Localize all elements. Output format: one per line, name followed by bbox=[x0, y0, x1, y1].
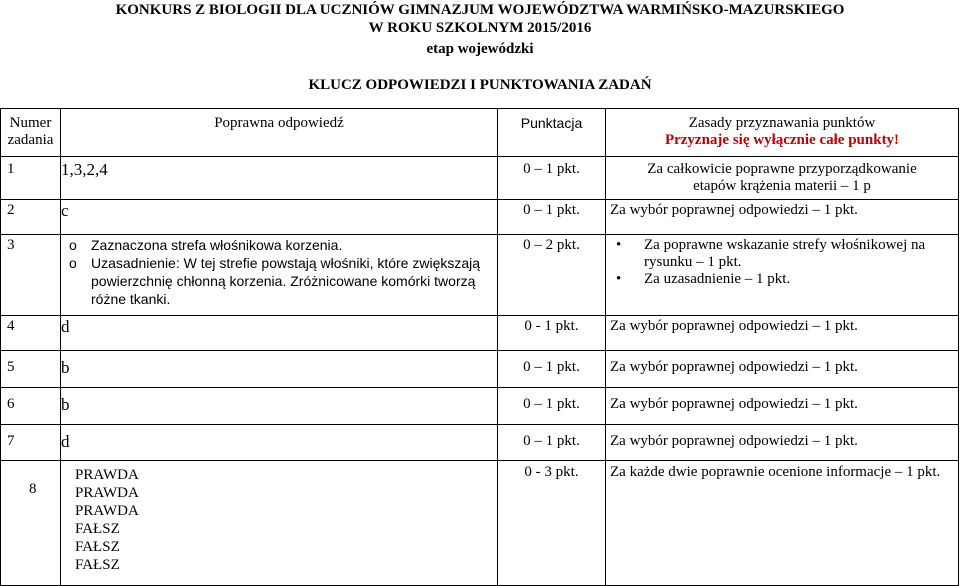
header-answer-label: Poprawna odpowiedź bbox=[214, 115, 344, 131]
row-rule bbox=[606, 235, 959, 316]
list-item bbox=[69, 255, 497, 309]
list-item: PRAWDA bbox=[75, 467, 139, 483]
row-rule bbox=[606, 388, 959, 425]
row-number bbox=[1, 235, 61, 316]
row-rule bbox=[606, 316, 959, 351]
row-answer bbox=[61, 425, 498, 461]
row-rule bbox=[606, 461, 959, 586]
row-number-text: 8 bbox=[29, 481, 37, 497]
answer-item-text: Zaznaczona strefa włośnikowa korzenia. bbox=[91, 237, 343, 253]
row-answer bbox=[61, 157, 498, 200]
answer-item-text: Uzasadnienie: W tej strefie powstają włośniki, które zwiększają powierzchnię chłonną korzenia. Zróżnicowane komórki tworzą różne tkanki. bbox=[91, 255, 481, 307]
table-row bbox=[1, 200, 959, 235]
table-row bbox=[1, 425, 959, 461]
table-row bbox=[1, 388, 959, 425]
table-header-row bbox=[1, 109, 959, 157]
table-row bbox=[1, 461, 959, 586]
row-points-text: 0 – 1 pkt. bbox=[523, 359, 580, 375]
bullet-icon: • bbox=[616, 271, 622, 287]
header-number bbox=[1, 109, 61, 157]
row-number bbox=[1, 157, 61, 200]
row-points-text: 0 - 3 pkt. bbox=[524, 464, 579, 480]
row-rule-text: Za wybór poprawnej odpowiedzi – 1 pkt. bbox=[610, 202, 858, 218]
table-row bbox=[1, 351, 959, 388]
row-answer-text: d bbox=[61, 432, 70, 451]
row-number-text: 4 bbox=[7, 318, 15, 334]
doc-title-line2: W ROKU SZKOLNYM 2015/2016 bbox=[368, 20, 592, 36]
row-answer bbox=[61, 461, 498, 586]
bullet-icon: • bbox=[616, 237, 622, 253]
table-row bbox=[1, 157, 959, 200]
row-number-text: 1 bbox=[7, 161, 15, 177]
row-number bbox=[1, 351, 61, 388]
row-points-text: 0 – 1 pkt. bbox=[523, 161, 580, 177]
row-number bbox=[1, 425, 61, 461]
row-answer-text: 1,3,2,4 bbox=[61, 160, 108, 179]
row-points bbox=[498, 425, 606, 461]
row-answer-text: c bbox=[61, 201, 69, 220]
list-item: PRAWDA bbox=[75, 485, 139, 501]
header-rules-line1: Zasady przyznawania punktów bbox=[688, 115, 876, 131]
row-answer-text: b bbox=[61, 395, 70, 414]
row-points-text: 0 – 1 pkt. bbox=[523, 202, 580, 218]
row-number bbox=[1, 461, 61, 586]
row-points-text: 0 – 1 pkt. bbox=[523, 433, 580, 449]
row-number bbox=[1, 316, 61, 351]
row-rule bbox=[606, 351, 959, 388]
row-points bbox=[498, 235, 606, 316]
row-number bbox=[1, 200, 61, 235]
header-answer bbox=[61, 109, 498, 157]
header-number-line2: zadania bbox=[7, 132, 54, 148]
row-rule-text: Za wybór poprawnej odpowiedzi – 1 pkt. bbox=[610, 318, 858, 334]
row-points-text: 0 - 1 pkt. bbox=[524, 318, 579, 334]
header-points bbox=[498, 109, 606, 157]
row-answer bbox=[61, 316, 498, 351]
row-points-text: 0 – 1 pkt. bbox=[523, 396, 580, 412]
row-answer bbox=[61, 351, 498, 388]
row-points-text: 0 – 2 pkt. bbox=[523, 237, 580, 253]
row-answer bbox=[61, 200, 498, 235]
bullet-icon: o bbox=[69, 255, 77, 271]
row-answer bbox=[61, 388, 498, 425]
rule-item-text: Za poprawne wskazanie strefy włośnikowej na rysunku – 1 pkt. bbox=[644, 237, 926, 270]
row-number-text: 7 bbox=[7, 433, 15, 449]
table-row bbox=[1, 316, 959, 351]
row-points bbox=[498, 388, 606, 425]
row-rule-text: Za wybór poprawnej odpowiedzi – 1 pkt. bbox=[610, 359, 858, 375]
row-answer-text: b bbox=[61, 358, 70, 377]
row-rule-text: Za wybór poprawnej odpowiedzi – 1 pkt. bbox=[610, 396, 858, 412]
list-item: FAŁSZ bbox=[75, 521, 120, 537]
row-points bbox=[498, 316, 606, 351]
row-rule-line2: etapów krążenia materii – 1 p bbox=[693, 178, 871, 194]
row-number-text: 2 bbox=[7, 202, 15, 218]
row-rule-text: Za każde dwie poprawnie ocenione informacje – 1 pkt. bbox=[610, 464, 941, 480]
row-points bbox=[498, 351, 606, 388]
list-item: PRAWDA bbox=[75, 503, 139, 519]
row-rule bbox=[606, 157, 959, 200]
list-item: FAŁSZ bbox=[75, 539, 120, 555]
row-rule-text: Za wybór poprawnej odpowiedzi – 1 pkt. bbox=[610, 433, 858, 449]
row-number-text: 5 bbox=[7, 359, 15, 375]
list-item bbox=[616, 271, 958, 288]
row-rule-line1: Za całkowicie poprawne przyporządkowanie bbox=[647, 161, 917, 177]
answer-list bbox=[75, 466, 497, 574]
doc-subtitle: KLUCZ ODPOWIEDZI I PUNKTOWANIA ZADAŃ bbox=[308, 77, 652, 93]
row-number-text: 6 bbox=[7, 396, 15, 412]
header-number-line1: Numer bbox=[9, 115, 52, 131]
row-points bbox=[498, 461, 606, 586]
answer-key-table bbox=[0, 108, 959, 586]
row-answer bbox=[61, 235, 498, 316]
row-rule bbox=[606, 200, 959, 235]
header-rules bbox=[606, 109, 959, 157]
bullet-icon: o bbox=[69, 237, 77, 253]
table-row bbox=[1, 235, 959, 316]
doc-title-line3: etap wojewódzki bbox=[426, 41, 534, 57]
header-rules-line2: Przyznaje się wyłącznie całe punkty! bbox=[664, 132, 900, 148]
row-number-text: 3 bbox=[7, 237, 15, 253]
row-rule bbox=[606, 425, 959, 461]
header-points-label: Punktacja bbox=[520, 115, 583, 131]
rule-item-text: Za uzasadnienie – 1 pkt. bbox=[644, 271, 791, 287]
doc-title-line1: KONKURS Z BIOLOGII DLA UCZNIÓW GIMNAZJUM WOJEWÓDZTWA WARMIŃSKO-MAZURSKIEGO bbox=[115, 2, 845, 18]
row-answer-text: d bbox=[61, 317, 70, 336]
list-item bbox=[616, 237, 958, 271]
list-item bbox=[69, 237, 497, 255]
list-item: FAŁSZ bbox=[75, 557, 120, 573]
row-points bbox=[498, 157, 606, 200]
row-number bbox=[1, 388, 61, 425]
row-points bbox=[498, 200, 606, 235]
